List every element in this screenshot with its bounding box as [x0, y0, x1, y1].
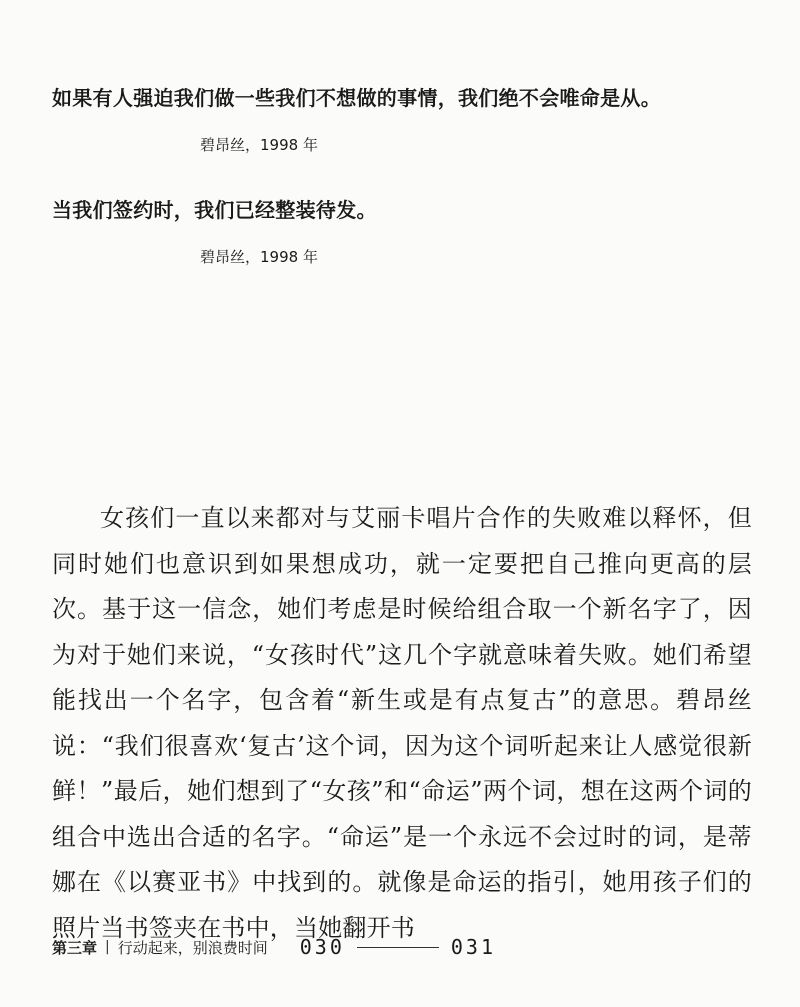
body-paragraph: 女孩们一直以来都对与艾丽卡唱片合作的失败难以释怀，但同时她们也意识到如果想成功，就一定要把自己推向更高的层次。基于这一信念，她们考虑是时候给组合取一个新名字了，因为对于她们来说，“女孩时代”这几个字就意味着失败。她们希望能找出一个名字，包含着“新生或是有点复古”的意思。碧昂丝说：“我们很喜欢‘复古’这个词，因为这个词听起来让人感觉很新鲜！”最后，她们想到了“女孩”和“命运”两个词，想在这两个词的组合中选出合适的名字。“命运”是一个永远不会过时的词，是蒂娜在《以赛亚书》中找到的。就像是命运的指引，她用孩子们的照片当书签夹在书中，当她翻开书	[52, 504, 752, 942]
chapter-title: 行动起来，别浪费时间	[117, 938, 268, 957]
footer-separator: |	[105, 939, 110, 955]
page-number-left: 030	[299, 935, 345, 959]
page-number-rule	[357, 947, 439, 948]
page-footer	[52, 934, 496, 960]
epigraph-attribution-2: 碧昂丝，1998 年	[200, 248, 318, 266]
page-number-right: 031	[450, 935, 496, 959]
epigraph-quote-1: 如果有人强迫我们做一些我们不想做的事情，我们绝不会唯命是从。	[52, 86, 661, 110]
epigraph-attribution-1: 碧昂丝，1998 年	[200, 136, 318, 154]
epigraph-quote-2: 当我们签约时，我们已经整装待发。	[52, 198, 377, 222]
chapter-number: 第三章	[52, 938, 98, 957]
